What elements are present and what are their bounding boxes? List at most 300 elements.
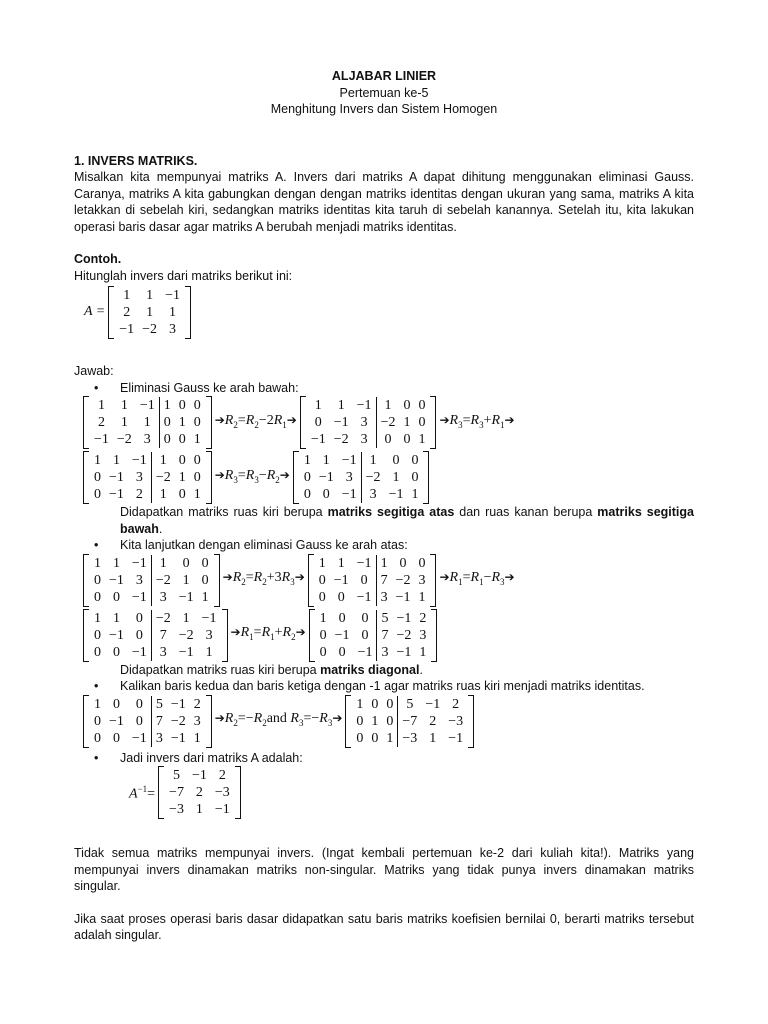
result-bold: matriks diagonal: [320, 662, 420, 677]
matrix-row: [300, 452, 423, 469]
matrix-cell: −3: [448, 713, 464, 729]
matrix-cell: −1: [170, 696, 186, 712]
matrix-row: [307, 431, 430, 448]
matrix-cell: 0: [182, 555, 190, 571]
matrix-cell: 1: [146, 305, 154, 320]
step-2-row-1: [83, 554, 694, 607]
matrix-cell: 1: [97, 398, 105, 413]
arrow-right-icon: ➔: [230, 625, 241, 640]
matrix-cell: −2: [142, 322, 158, 337]
result-text: dan ruas kanan berupa: [454, 505, 598, 519]
step-4: [74, 750, 694, 820]
left-bracket: [300, 396, 306, 449]
example-heading: Contoh.: [74, 252, 122, 266]
augmented-matrix: [308, 554, 437, 607]
matrix-cell: 0: [411, 470, 419, 485]
matrix-cell: −1: [109, 470, 124, 485]
matrix-cell: 0: [112, 730, 120, 746]
matrix-cell: −2: [395, 572, 411, 588]
matrix-row: [90, 469, 205, 486]
row-operation: $➔R_2=-R_2and$ $R_3=-R_3➔$: [214, 711, 343, 729]
course-title: ALJABAR LINIER: [331, 69, 437, 83]
step-4-text: Jadi invers dari matriks A adalah:: [120, 750, 303, 765]
matrix-cell: 1: [418, 589, 426, 605]
matrix-cell: −1: [341, 487, 357, 502]
matrix-cell: 1: [195, 802, 203, 817]
matrix-cell: −2: [333, 432, 349, 447]
matrix-cell: 1: [403, 415, 411, 430]
matrix-row: [90, 486, 205, 503]
matrix-row: [300, 469, 423, 486]
matrix-row: [90, 555, 213, 572]
matrix-cell: 0: [94, 730, 101, 746]
matrix-cell: −1: [448, 730, 464, 746]
matrix-row: [90, 696, 205, 713]
matrix-cell: 1: [143, 415, 151, 430]
topic-title: Menghitung Invers dan Sistem Homogen: [270, 102, 498, 116]
matrix-row: [300, 486, 423, 503]
matrix-cell: 0: [338, 644, 346, 660]
matrix-cell: 0: [178, 398, 186, 413]
matrix-cell: 0: [386, 713, 394, 729]
matrix-row: [115, 321, 184, 338]
matrix-cell: 0: [322, 487, 330, 502]
left-bracket: [345, 695, 351, 748]
matrix-cell: −2: [151, 469, 174, 486]
inverse-matrix: [158, 766, 241, 819]
matrix-cell: 3: [418, 572, 426, 588]
matrix-cell: 0: [94, 589, 101, 605]
matrix-cell: 0: [403, 398, 411, 413]
matrix-cell: −2: [151, 572, 174, 589]
answer-label: Jawab:: [74, 364, 114, 378]
matrix-cell: −1: [388, 487, 404, 502]
matrix-a-label: A =: [84, 304, 106, 320]
matrix-cell: −1: [356, 589, 372, 605]
matrix-cell: 1: [112, 610, 120, 626]
matrix-row: [90, 644, 221, 661]
example-prompt: Hitunglah invers dari matriks berikut ini:: [74, 268, 293, 283]
matrix-row: [352, 713, 467, 730]
matrix-cell: 0: [94, 713, 101, 729]
matrix-cell: 2: [429, 713, 437, 729]
matrix-cell: 3: [345, 470, 353, 485]
result-text: .: [158, 521, 163, 536]
matrix-cell: 1: [94, 453, 101, 468]
row-operation: $➔R_1=R_1-R_3➔$: [439, 570, 515, 588]
matrix-cell: 0: [193, 470, 201, 485]
matrix-cell: 1: [356, 696, 364, 712]
arrow-right-icon: ➔: [295, 625, 306, 640]
matrix-cell: 0: [303, 470, 311, 485]
matrix-cell: −1: [310, 432, 326, 447]
matrix-row: [90, 397, 205, 414]
augmented-matrix: [300, 396, 437, 449]
right-bracket: [423, 451, 429, 504]
matrix-cell: 0: [418, 398, 426, 413]
matrix-cell: −1: [396, 644, 412, 660]
left-bracket: [108, 286, 114, 339]
matrix-row: [315, 589, 430, 606]
matrix-cell: 3: [360, 432, 368, 447]
inverse-label: $A^{-1}=$: [129, 784, 156, 803]
matrix-cell: 1: [429, 730, 437, 746]
row-operation: $➔R_3=R_3+R_1➔$: [439, 412, 515, 430]
matrix-cell: 2: [123, 305, 131, 320]
matrix-cell: −1: [357, 644, 373, 660]
matrix-row: [316, 644, 431, 661]
matrix-row: [307, 414, 430, 431]
inverse-equation: [126, 766, 694, 819]
matrix-cell: 1: [314, 398, 322, 413]
matrix-cell: 0: [193, 415, 201, 430]
matrix-cell: 1: [303, 453, 311, 468]
matrix-cell: 0: [201, 572, 209, 588]
matrix-row: [315, 555, 430, 572]
matrix-cell: 1: [193, 487, 201, 502]
matrix-cell: −3: [398, 730, 421, 747]
matrix-cell: 1: [120, 398, 128, 413]
and-word: and: [266, 711, 287, 727]
matrix-cell: 0: [135, 627, 143, 643]
matrix-cell: 3: [135, 572, 143, 588]
matrix-cell: 1: [159, 397, 175, 414]
intro-paragraph: Misalkan kita mempunyai matriks A. Invers dari matriks A dapat dihitung menggunakan eliminasi Gauss. Caranya, matriks A kita gabungkan dengan dengan matriks identitas dengan ukuran yang sama, matriks A kita letakkan di sebelah kiri, sedangkan matriks identitas kita taruh di sebelah kanannya. Setelah itu, kita lakukan operasi baris dasar agar matriks A berubah menjadi matriks identitas.: [74, 170, 694, 234]
matrix-cell: 1: [178, 415, 186, 430]
matrix-cell: 1: [94, 610, 101, 626]
matrix-row: [90, 713, 205, 730]
matrix-cell: 0: [178, 432, 186, 447]
matrix-cell: −1: [318, 470, 334, 485]
matrix-cell: −1: [131, 589, 147, 605]
arrow-right-icon: ➔: [504, 412, 515, 427]
matrix-cell: 0: [411, 453, 419, 468]
matrix-cell: 0: [356, 713, 364, 729]
matrix-cell: 1: [123, 288, 131, 303]
matrix-cell: −1: [334, 627, 350, 643]
matrix-cell: 1: [386, 730, 394, 746]
augmented-matrix: [83, 451, 212, 504]
step-1-result: [120, 504, 694, 537]
matrix-cell: −2: [376, 414, 399, 431]
matrix-cell: 0: [159, 431, 175, 448]
matrix-cell: −2: [361, 469, 384, 486]
matrix-cell: 2: [195, 785, 203, 800]
matrix-cell: 0: [135, 610, 143, 626]
matrix-cell: 0: [159, 414, 175, 431]
matrix-cell: 1: [205, 644, 213, 660]
matrix-cell: 1: [337, 555, 345, 571]
step-2: [74, 537, 694, 678]
augmented-matrix: [83, 396, 212, 449]
left-bracket: [308, 554, 314, 607]
matrix-cell: 3: [151, 589, 174, 606]
result-bold: matriks segitiga bawah: [120, 505, 694, 536]
matrix-cell: 5: [173, 768, 180, 783]
arrow-right-icon: ➔: [439, 570, 450, 585]
matrix-cell: 7: [151, 713, 167, 730]
matrix-cell: −1: [109, 713, 124, 729]
matrix-cell: 0: [314, 415, 322, 430]
matrix-row: [90, 431, 205, 448]
left-bracket: [293, 451, 299, 504]
bullet-icon: •: [94, 750, 99, 765]
right-bracket: [430, 396, 436, 449]
augmented-matrix: [309, 609, 438, 662]
matrix-cell: 0: [319, 627, 327, 643]
matrix-cell: 0: [386, 696, 394, 712]
matrix-cell: −1: [191, 768, 207, 783]
left-bracket: [83, 554, 89, 607]
matrix-cell: −1: [109, 572, 124, 588]
step-3: [74, 678, 694, 748]
matrix-cell: 5: [151, 696, 167, 713]
matrix-cell: 0: [361, 610, 369, 626]
matrix-row: [316, 610, 431, 627]
matrix-cell: 1: [151, 555, 174, 572]
left-bracket: [83, 609, 89, 662]
matrix-cell: 3: [419, 627, 427, 643]
matrix-cell: −7: [169, 785, 184, 800]
matrix-cell: 0: [338, 610, 346, 626]
matrix-cell: 1: [112, 453, 120, 468]
matrix-cell: 0: [193, 398, 201, 413]
matrix-cell: 1: [146, 288, 154, 303]
matrix-cell: 0: [94, 470, 101, 485]
matrix-cell: −1: [395, 589, 411, 605]
matrix-cell: 0: [399, 555, 407, 571]
matrix-cell: 3: [143, 432, 151, 447]
step-3-text: Kalikan baris kedua dan baris ketiga dengan -1 agar matriks ruas kiri menjadi matriks identitas.: [120, 679, 645, 693]
matrix-cell: 3: [376, 589, 392, 606]
matrix-cell: −1: [131, 730, 147, 746]
row-operation: $➔R_3=R_3-R_2➔$: [214, 467, 290, 485]
row-operation: $➔R_2=R_2+3R_3➔$: [222, 570, 305, 588]
matrix-cell: −1: [119, 322, 135, 337]
matrix-cell: 0: [356, 730, 364, 746]
matrix-cell: 2: [452, 696, 460, 712]
matrix-cell: −1: [356, 555, 372, 571]
matrix-cell: 1: [376, 397, 399, 414]
title-block: [74, 68, 694, 118]
arrow-right-icon: ➔: [214, 467, 225, 482]
matrix-cell: 0: [371, 730, 379, 746]
matrix-cell: −1: [131, 555, 147, 571]
matrix-cell: 0: [403, 432, 411, 447]
left-bracket: [83, 695, 89, 748]
matrix-row: [115, 304, 184, 321]
matrix-cell: 1: [371, 713, 379, 729]
right-bracket: [431, 609, 437, 662]
matrix-cell: −1: [170, 730, 186, 746]
augmented-matrix: [293, 451, 430, 504]
matrix-cell: 0: [112, 589, 120, 605]
matrix-cell: 1: [182, 572, 190, 588]
arrow-right-icon: ➔: [214, 711, 225, 726]
result-text: Didapatkan matriks ruas kiri berupa: [120, 662, 321, 677]
bullet-icon: •: [94, 679, 99, 693]
matrix-cell: −1: [109, 487, 124, 502]
matrix-cell: 2: [135, 487, 143, 502]
matrix-cell: 0: [303, 487, 311, 502]
closing-paragraph-1: Tidak semua matriks mempunyai invers. (Ingat kembali pertemuan ke-2 dari kuliah kita!). Matriks yang mempunyai invers dinamakan matriks non-singular. Matriks yang tidak punya invers dinamakan matriks singular.: [74, 846, 694, 893]
matrix-cell: 2: [218, 768, 226, 783]
step-1-text: Eliminasi Gauss ke arah bawah:: [120, 380, 299, 395]
matrix-a-equation: [74, 286, 694, 339]
bullet-icon: •: [94, 538, 99, 552]
matrix-cell: 3: [193, 713, 201, 729]
closing-paragraph-2: Jika saat proses operasi baris dasar didapatkan satu baris matriks koefisien bernilai 0, berarti matriks tersebut adalah singular.: [74, 911, 694, 942]
matrix-cell: −1: [165, 288, 180, 303]
matrix-cell: −3: [169, 802, 184, 817]
step-1-row-1: [83, 396, 694, 449]
matrix-cell: 0: [135, 696, 143, 712]
matrix-row: [165, 784, 234, 801]
right-bracket: [430, 554, 436, 607]
augmented-matrix: [83, 554, 220, 607]
matrix-cell: 5: [377, 610, 393, 627]
matrix-cell: 0: [112, 696, 120, 712]
matrix-cell: −7: [398, 713, 421, 730]
matrix-cell: 1: [182, 610, 190, 626]
matrix-cell: 0: [94, 487, 101, 502]
matrix-cell: 7: [377, 627, 393, 644]
arrow-right-icon: ➔: [214, 412, 225, 427]
right-bracket: [222, 609, 228, 662]
matrix-cell: 1: [120, 415, 128, 430]
matrix-cell: 0: [418, 415, 426, 430]
right-bracket: [185, 286, 191, 339]
matrix-cell: 1: [151, 452, 174, 469]
matrix-cell: 0: [337, 589, 345, 605]
matrix-cell: −1: [178, 644, 194, 660]
left-bracket: [83, 451, 89, 504]
arrow-right-icon: ➔: [504, 570, 515, 585]
matrix-cell: −1: [396, 610, 412, 626]
step-1: [74, 380, 694, 538]
matrix-cell: 2: [419, 610, 427, 626]
matrix-row: [90, 452, 205, 469]
matrix-cell: 0: [318, 572, 326, 588]
answer-steps: [74, 380, 694, 820]
matrix-row: [90, 589, 213, 606]
matrix-cell: 3: [135, 470, 143, 485]
matrix-cell: 3: [205, 627, 213, 643]
row-operation: $➔R_1=R_1+R_2➔$: [230, 625, 306, 643]
matrix-row: [316, 627, 431, 644]
matrix-cell: 1: [376, 555, 392, 572]
matrix-cell: 1: [169, 305, 177, 320]
matrix-cell: 1: [337, 398, 345, 413]
matrix-cell: −2: [151, 610, 174, 627]
arrow-right-icon: ➔: [286, 412, 297, 427]
matrix-row: [352, 730, 467, 747]
augmented-matrix: [83, 609, 228, 662]
arrow-right-icon: ➔: [279, 467, 290, 482]
meeting-title: Pertemuan ke-5: [339, 85, 429, 100]
left-bracket: [83, 396, 89, 449]
step-2-text: Kita lanjutkan dengan eliminasi Gauss ke arah atas:: [120, 538, 408, 552]
matrix-cell: −1: [94, 432, 109, 447]
matrix-cell: −1: [333, 415, 349, 430]
matrix-cell: 0: [193, 453, 201, 468]
matrix-cell: 1: [193, 432, 201, 447]
matrix-cell: −1: [356, 398, 372, 413]
matrix-cell: −3: [214, 785, 230, 800]
matrix-cell: 3: [377, 644, 393, 661]
matrix-cell: 1: [178, 470, 186, 485]
matrix-row: [90, 730, 205, 747]
matrix-cell: 1: [193, 730, 201, 746]
matrix-cell: 3: [361, 486, 384, 503]
matrix-cell: 0: [178, 487, 186, 502]
matrix-cell: 3: [360, 415, 368, 430]
row-operation: $➔R_2=R_2-2R_1➔$: [214, 412, 297, 430]
matrix-cell: −1: [214, 802, 230, 817]
matrix-cell: 0: [112, 644, 120, 660]
right-bracket: [214, 554, 220, 607]
matrix-cell: 2: [97, 415, 105, 430]
matrix-cell: 0: [376, 431, 399, 448]
augmented-matrix: [345, 695, 474, 748]
matrix-cell: 1: [201, 589, 209, 605]
matrix-cell: −1: [109, 627, 124, 643]
matrix-cell: 7: [151, 627, 174, 644]
left-bracket: [309, 609, 315, 662]
matrix-row: [90, 414, 205, 431]
step-3-row: [83, 695, 694, 748]
arrow-right-icon: ➔: [332, 711, 343, 726]
matrix-row: [165, 767, 234, 784]
matrix-cell: 0: [94, 572, 101, 588]
matrix-cell: 1: [151, 486, 174, 503]
matrix-cell: 0: [319, 644, 327, 660]
left-bracket: [158, 766, 164, 819]
matrix-row: [307, 397, 430, 414]
arrow-right-icon: ➔: [294, 570, 305, 585]
matrix-cell: 1: [94, 696, 101, 712]
matrix-cell: 0: [94, 627, 101, 643]
result-text: .: [419, 662, 423, 677]
matrix-cell: 0: [201, 555, 209, 571]
matrix-row: [90, 627, 221, 644]
matrix-cell: 0: [392, 453, 400, 468]
matrix-row: [352, 696, 467, 713]
matrix-cell: 7: [376, 572, 392, 589]
matrix-cell: 0: [135, 713, 143, 729]
bullet-icon: •: [94, 380, 99, 395]
matrix-cell: 1: [418, 432, 426, 447]
matrix-cell: 0: [178, 453, 186, 468]
section-heading: 1. INVERS MATRIKS.: [74, 153, 198, 168]
matrix-cell: 1: [419, 644, 427, 660]
right-bracket: [468, 695, 474, 748]
matrix-cell: −2: [170, 713, 186, 729]
matrix-cell: 1: [322, 453, 330, 468]
matrix-cell: 0: [361, 627, 369, 643]
matrix-cell: −1: [139, 398, 155, 413]
augmented-matrix: [83, 695, 212, 748]
matrix-cell: 1: [392, 470, 400, 485]
matrix-cell: 5: [398, 696, 421, 713]
document-page: [74, 68, 694, 944]
matrix-cell: −2: [396, 627, 412, 643]
matrix-cell: 1: [361, 452, 384, 469]
matrix-cell: −1: [201, 610, 217, 626]
matrix-row: [315, 572, 430, 589]
matrix-cell: 3: [151, 730, 167, 747]
matrix-cell: 2: [193, 696, 201, 712]
